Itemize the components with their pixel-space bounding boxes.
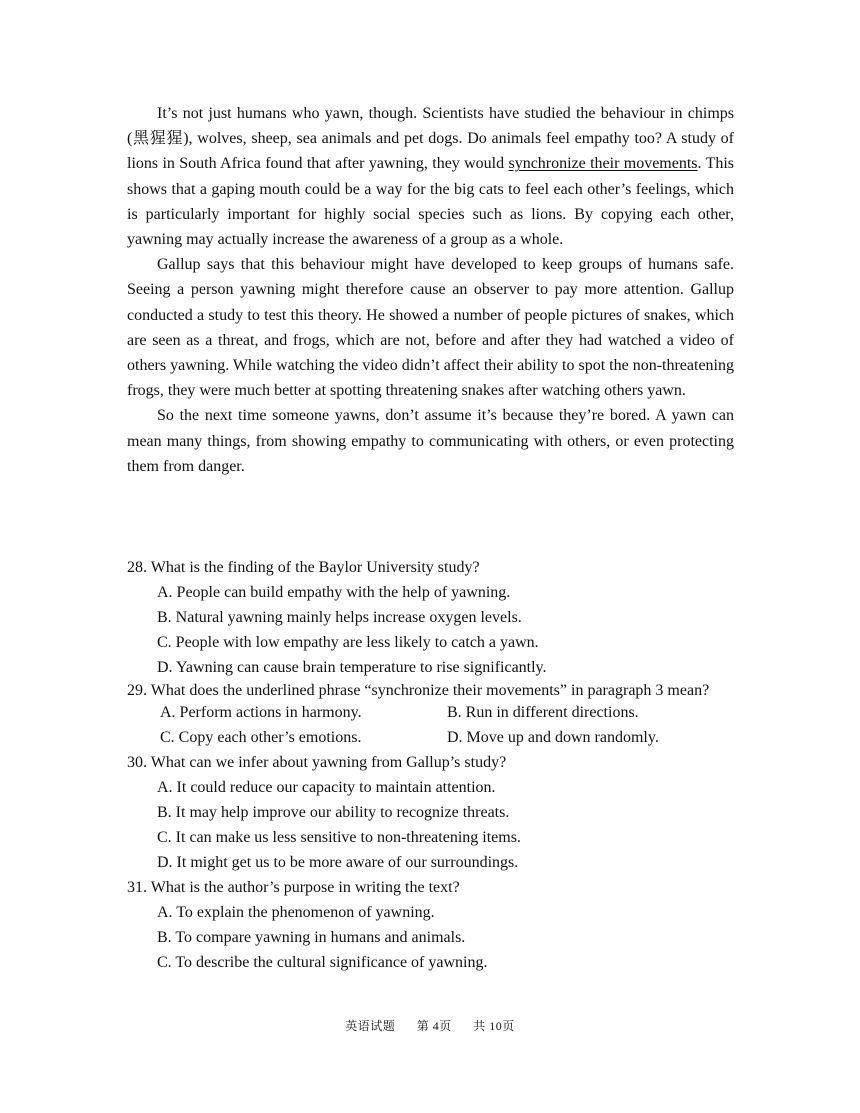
option-a[interactable]: A. Perform actions in harmony. bbox=[160, 704, 362, 721]
question-list bbox=[127, 555, 734, 975]
option-a[interactable]: A. People can build empathy with the help of yawning. bbox=[157, 584, 511, 601]
option-c[interactable]: C. To describe the cultural significance of yawning. bbox=[157, 954, 488, 971]
paragraph-lions-text-1: It’s not just humans who yawn, though. Scientists have studied the behaviour in chimps (黑猩猩), wolves, sheep, sea animals and pet dogs. Do animals feel empathy too? A study of lions in South Africa found that after yawning, they would bbox=[127, 105, 734, 173]
option-b[interactable]: B. Natural yawning mainly helps increase oxygen levels. bbox=[157, 609, 522, 626]
option-c[interactable]: C. Copy each other’s emotions. bbox=[160, 729, 362, 746]
paragraph-lions bbox=[127, 101, 734, 252]
option-row bbox=[127, 725, 734, 750]
question-stem: 30. What can we infer about yawning from Gallup’s study? bbox=[127, 754, 507, 771]
question-stem: 31. What is the author’s purpose in writing the text? bbox=[127, 879, 460, 896]
question-stem: 28. What is the finding of the Baylor University study? bbox=[127, 559, 480, 576]
option-c[interactable]: C. It can make us less sensitive to non-threatening items. bbox=[157, 829, 521, 846]
page-footer bbox=[0, 1017, 860, 1034]
paragraph-lions-text-2: . This shows that a gaping mouth could be a way for the big cats to feel each other’s feelings, which is particularly important for highly social species such as lions. By copying each other, yawning may actually increase the awareness of a group as a whole. bbox=[127, 155, 735, 249]
option-d[interactable]: D. It might get us to be more aware of our surroundings. bbox=[157, 854, 519, 871]
question-29 bbox=[127, 680, 734, 750]
question-28 bbox=[127, 555, 734, 680]
footer-page-number: 第 4页 bbox=[416, 1019, 452, 1033]
paragraph-conclusion: So the next time someone yawns, don’t assume it’s because they’re bored. A yawn can mean many things, from showing empathy to communicating with others, or even protecting them from danger. bbox=[127, 407, 734, 475]
footer-total-pages: 共 10页 bbox=[473, 1019, 515, 1033]
option-a[interactable]: A. To explain the phenomenon of yawning. bbox=[157, 904, 435, 921]
paragraph-gallup: Gallup says that this behaviour might have developed to keep groups of humans safe. Seeing a person yawning might therefore cause an observer to pay more attention. Gallup conducted a study to test this theory. He showed a number of people pictures of snakes, which are seen as a threat, and frogs, which are not, before and after they had watched a video of others yawning. While watching the video didn’t affect their ability to spot the non-threatening frogs, they were much better at spotting threatening snakes after watching others yawn. bbox=[127, 256, 734, 400]
option-b[interactable]: B. To compare yawning in humans and animals. bbox=[157, 929, 466, 946]
option-b[interactable]: B. Run in different directions. bbox=[447, 704, 639, 721]
option-c[interactable]: C. People with low empathy are less likely to catch a yawn. bbox=[157, 634, 539, 651]
footer-subject: 英语试题 bbox=[345, 1019, 396, 1033]
question-30 bbox=[127, 750, 734, 875]
option-b[interactable]: B. It may help improve our ability to recognize threats. bbox=[157, 804, 510, 821]
question-31 bbox=[127, 875, 734, 975]
underlined-phrase: synchronize their movements bbox=[508, 155, 698, 173]
option-d[interactable]: D. Move up and down randomly. bbox=[447, 729, 659, 746]
question-stem: 29. What does the underlined phrase “synchronize their movements” in paragraph 3 mean? bbox=[127, 682, 710, 699]
reading-passage bbox=[127, 101, 734, 479]
option-row bbox=[127, 700, 734, 725]
option-a[interactable]: A. It could reduce our capacity to maintain attention. bbox=[157, 779, 496, 796]
option-d[interactable]: D. Yawning can cause brain temperature to rise significantly. bbox=[157, 659, 547, 676]
